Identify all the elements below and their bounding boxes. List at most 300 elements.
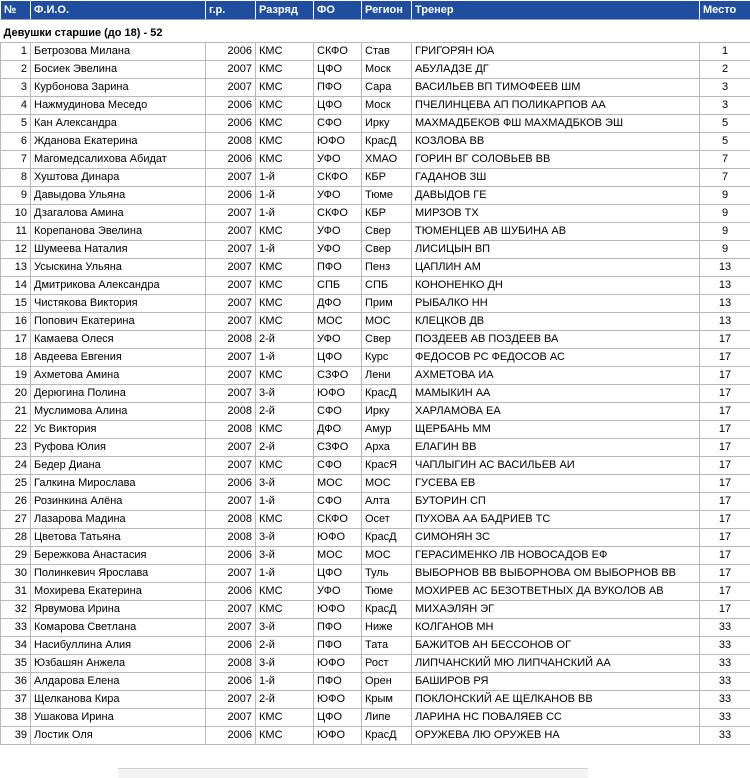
cell-coach: ЛИПЧАНСКИЙ МЮ ЛИПЧАНСКИЙ АА [412, 655, 700, 673]
cell-coach: АБУЛАДЗЕ ДГ [412, 61, 700, 79]
cell-rank: 2-й [256, 331, 314, 349]
cell-year: 2007 [206, 457, 256, 475]
table-row[interactable] [1, 331, 750, 349]
cell-coach: ДАВЫДОВ ГЕ [412, 187, 700, 205]
table-row[interactable] [1, 421, 750, 439]
cell-place: 17 [700, 331, 750, 349]
cell-rank: КМС [256, 61, 314, 79]
cell-fo: ЮФО [314, 727, 362, 745]
cell-num: 20 [1, 385, 31, 403]
cell-place: 1 [700, 43, 750, 61]
cell-rank: 1-й [256, 205, 314, 223]
cell-num: 38 [1, 709, 31, 727]
cell-region: Тюме [362, 583, 412, 601]
cell-coach: БАШИРОВ РЯ [412, 673, 700, 691]
table-row[interactable] [1, 547, 750, 565]
cell-coach: МАМЫКИН АА [412, 385, 700, 403]
table-row[interactable] [1, 61, 750, 79]
cell-region: Орен [362, 673, 412, 691]
cell-year: 2006 [206, 673, 256, 691]
cell-region: Ниже [362, 619, 412, 637]
cell-fo: ПФО [314, 673, 362, 691]
col-header-rank[interactable]: Разряд [256, 1, 314, 20]
cell-year: 2008 [206, 655, 256, 673]
cell-coach: ГОРИН ВГ СОЛОВЬЕВ ВВ [412, 151, 700, 169]
cell-num: 23 [1, 439, 31, 457]
cell-region: Ирку [362, 115, 412, 133]
cell-place: 33 [700, 673, 750, 691]
cell-fo: ЮФО [314, 655, 362, 673]
cell-num: 37 [1, 691, 31, 709]
cell-coach: КОНОНЕНКО ДН [412, 277, 700, 295]
col-header-fo[interactable]: ФО [314, 1, 362, 20]
cell-coach: ЕЛАГИН ВВ [412, 439, 700, 457]
cell-region: Туль [362, 565, 412, 583]
cell-num: 22 [1, 421, 31, 439]
cell-year: 2007 [206, 61, 256, 79]
table-row[interactable] [1, 223, 750, 241]
cell-coach: МОХИРЕВ АС БЕЗОТВЕТНЫХ ДА ВУКОЛОВ АВ [412, 583, 700, 601]
cell-region: Моск [362, 97, 412, 115]
cell-name: Ус Виктория [31, 421, 206, 439]
cell-coach: ПОКЛОНСКИЙ АЕ ЩЕЛКАНОВ ВВ [412, 691, 700, 709]
cell-rank: 1-й [256, 493, 314, 511]
table-row[interactable] [1, 205, 750, 223]
cell-num: 12 [1, 241, 31, 259]
table-row[interactable] [1, 367, 750, 385]
table-row[interactable] [1, 601, 750, 619]
cell-fo: МОС [314, 313, 362, 331]
cell-coach: ЩЕРБАНЬ ММ [412, 421, 700, 439]
cell-num: 3 [1, 79, 31, 97]
table-row[interactable] [1, 241, 750, 259]
cell-fo: СКФО [314, 511, 362, 529]
cell-year: 2007 [206, 313, 256, 331]
cell-region: КрасД [362, 727, 412, 745]
cell-num: 4 [1, 97, 31, 115]
table-row[interactable] [1, 133, 750, 151]
cell-num: 16 [1, 313, 31, 331]
cell-fo: ЮФО [314, 133, 362, 151]
cell-rank: 1-й [256, 673, 314, 691]
col-header-name[interactable]: Ф.И.О. [31, 1, 206, 20]
cell-fo: СКФО [314, 169, 362, 187]
cell-fo: СФО [314, 457, 362, 475]
cell-place: 13 [700, 259, 750, 277]
cell-coach: ЛИСИЦЫН ВП [412, 241, 700, 259]
cell-year: 2008 [206, 529, 256, 547]
cell-fo: ПФО [314, 637, 362, 655]
cell-num: 15 [1, 295, 31, 313]
cell-region: Алта [362, 493, 412, 511]
table-row[interactable] [1, 439, 750, 457]
cell-name: Шумеева Наталия [31, 241, 206, 259]
cell-fo: УФО [314, 331, 362, 349]
cell-place: 17 [700, 511, 750, 529]
cell-region: КрасЯ [362, 457, 412, 475]
cell-name: Корепанова Эвелина [31, 223, 206, 241]
cell-region: КрасД [362, 133, 412, 151]
cell-num: 32 [1, 601, 31, 619]
cell-place: 33 [700, 727, 750, 745]
cell-coach: РЫБАЛКО НН [412, 295, 700, 313]
cell-place: 17 [700, 385, 750, 403]
cell-name: Хуштова Динара [31, 169, 206, 187]
cell-place: 13 [700, 295, 750, 313]
col-header-place[interactable]: Место [700, 1, 750, 20]
cell-name: Дерюгина Полина [31, 385, 206, 403]
cell-place: 9 [700, 241, 750, 259]
cell-num: 29 [1, 547, 31, 565]
cell-coach: ФЕДОСОВ РС ФЕДОСОВ АС [412, 349, 700, 367]
cell-region: Крым [362, 691, 412, 709]
cell-rank: КМС [256, 583, 314, 601]
cell-num: 19 [1, 367, 31, 385]
cell-coach: КЛЕЦКОВ ДВ [412, 313, 700, 331]
cell-year: 2007 [206, 241, 256, 259]
table-row[interactable] [1, 493, 750, 511]
cell-num: 35 [1, 655, 31, 673]
cell-rank: КМС [256, 79, 314, 97]
cell-num: 8 [1, 169, 31, 187]
cell-rank: 2-й [256, 439, 314, 457]
cell-name: Полинкевич Ярослава [31, 565, 206, 583]
cell-name: Жданова Екатерина [31, 133, 206, 151]
cell-region: Тюме [362, 187, 412, 205]
table-row[interactable] [1, 655, 750, 673]
cell-name: Бедер Диана [31, 457, 206, 475]
cell-num: 13 [1, 259, 31, 277]
cell-year: 2006 [206, 115, 256, 133]
cell-fo: СКФО [314, 205, 362, 223]
cell-rank: 3-й [256, 655, 314, 673]
cell-rank: КМС [256, 223, 314, 241]
cell-year: 2007 [206, 565, 256, 583]
cell-rank: 1-й [256, 241, 314, 259]
table-row[interactable] [1, 295, 750, 313]
cell-name: Лазарова Мадина [31, 511, 206, 529]
cell-rank: КМС [256, 295, 314, 313]
cell-num: 30 [1, 565, 31, 583]
cell-fo: СКФО [314, 43, 362, 61]
cell-rank: 3-й [256, 619, 314, 637]
cell-year: 2007 [206, 205, 256, 223]
cell-coach: ХАРЛАМОВА ЕА [412, 403, 700, 421]
table-row[interactable] [1, 619, 750, 637]
cell-coach: МАХМАДБЕКОВ ФШ МАХМАДБКОВ ЭШ [412, 115, 700, 133]
cell-name: Галкина Мирослава [31, 475, 206, 493]
cell-rank: КМС [256, 601, 314, 619]
cell-num: 25 [1, 475, 31, 493]
cell-name: Давыдова Ульяна [31, 187, 206, 205]
table-row[interactable] [1, 565, 750, 583]
cell-coach: БАЖИТОВ АН БЕССОНОВ ОГ [412, 637, 700, 655]
cell-year: 2007 [206, 79, 256, 97]
cell-coach: КОЗЛОВА ВВ [412, 133, 700, 151]
table-row[interactable] [1, 151, 750, 169]
cell-name: Муслимова Алина [31, 403, 206, 421]
cell-coach: ТЮМЕНЦЕВ АВ ШУБИНА АВ [412, 223, 700, 241]
cell-fo: УФО [314, 223, 362, 241]
cell-place: 5 [700, 115, 750, 133]
cell-fo: ПФО [314, 79, 362, 97]
cell-rank: КМС [256, 151, 314, 169]
cell-fo: ЮФО [314, 385, 362, 403]
cell-year: 2008 [206, 403, 256, 421]
cell-fo: УФО [314, 151, 362, 169]
cell-region: Свер [362, 241, 412, 259]
cell-fo: ЦФО [314, 97, 362, 115]
cell-year: 2006 [206, 187, 256, 205]
table-row[interactable] [1, 727, 750, 745]
cell-fo: МОС [314, 547, 362, 565]
cell-rank: 3-й [256, 529, 314, 547]
cell-place: 17 [700, 493, 750, 511]
cell-name: Лостик Оля [31, 727, 206, 745]
cell-coach: ПУХОВА АА БАДРИЕВ ТС [412, 511, 700, 529]
cell-name: Усыскина Ульяна [31, 259, 206, 277]
cell-year: 2007 [206, 259, 256, 277]
cell-rank: КМС [256, 259, 314, 277]
table-row[interactable] [1, 349, 750, 367]
cell-coach: МИХАЭЛЯН ЭГ [412, 601, 700, 619]
table-row[interactable] [1, 691, 750, 709]
cell-coach: БУТОРИН СП [412, 493, 700, 511]
cell-num: 14 [1, 277, 31, 295]
cell-coach: МИРЗОВ ТХ [412, 205, 700, 223]
cell-rank: 3-й [256, 475, 314, 493]
cell-year: 2007 [206, 169, 256, 187]
group-header-row [1, 20, 750, 43]
cell-place: 17 [700, 583, 750, 601]
cell-num: 10 [1, 205, 31, 223]
cell-num: 27 [1, 511, 31, 529]
group-title: Девушки старшие (до 18) - 52 [1, 20, 750, 43]
cell-rank: КМС [256, 277, 314, 295]
cell-name: Комарова Светлана [31, 619, 206, 637]
cell-year: 2008 [206, 421, 256, 439]
table-row[interactable] [1, 403, 750, 421]
cell-coach: СИМОНЯН ЗС [412, 529, 700, 547]
cell-name: Попович Екатерина [31, 313, 206, 331]
cell-region: КБР [362, 205, 412, 223]
cell-rank: 2-й [256, 691, 314, 709]
cell-fo: ЮФО [314, 529, 362, 547]
cell-year: 2006 [206, 583, 256, 601]
cell-place: 33 [700, 709, 750, 727]
cell-year: 2008 [206, 133, 256, 151]
cell-region: Свер [362, 331, 412, 349]
cell-fo: УФО [314, 187, 362, 205]
cell-place: 17 [700, 529, 750, 547]
cell-name: Ярвумова Ирина [31, 601, 206, 619]
cell-name: Ушакова Ирина [31, 709, 206, 727]
cell-name: Бережкова Анастасия [31, 547, 206, 565]
cell-region: Тата [362, 637, 412, 655]
table-row[interactable] [1, 709, 750, 727]
cell-rank: 2-й [256, 637, 314, 655]
cell-coach: ГРИГОРЯН ЮА [412, 43, 700, 61]
cell-name: Ахметова Амина [31, 367, 206, 385]
cell-region: Прим [362, 295, 412, 313]
cell-coach: ЛАРИНА НС ПОВАЛЯЕВ СС [412, 709, 700, 727]
cell-rank: КМС [256, 367, 314, 385]
cell-year: 2006 [206, 475, 256, 493]
cell-coach: КОЛГАНОВ МН [412, 619, 700, 637]
cell-name: Кан Александра [31, 115, 206, 133]
table-row[interactable] [1, 169, 750, 187]
cell-name: Руфова Юлия [31, 439, 206, 457]
table-row[interactable] [1, 385, 750, 403]
cell-year: 2006 [206, 97, 256, 115]
cell-num: 9 [1, 187, 31, 205]
cell-name: Босиек Эвелина [31, 61, 206, 79]
cell-region: Рост [362, 655, 412, 673]
cell-name: Авдеева Евгения [31, 349, 206, 367]
cell-num: 39 [1, 727, 31, 745]
cell-region: Став [362, 43, 412, 61]
cell-fo: СФО [314, 115, 362, 133]
cell-fo: УФО [314, 241, 362, 259]
cell-fo: УФО [314, 583, 362, 601]
cell-region: МОС [362, 313, 412, 331]
cell-fo: ЮФО [314, 691, 362, 709]
table-row[interactable] [1, 97, 750, 115]
table-row[interactable] [1, 259, 750, 277]
cell-year: 2006 [206, 727, 256, 745]
header-row [1, 1, 750, 20]
cell-region: Курс [362, 349, 412, 367]
table-row[interactable] [1, 457, 750, 475]
cell-year: 2008 [206, 331, 256, 349]
cell-num: 5 [1, 115, 31, 133]
cell-num: 2 [1, 61, 31, 79]
cell-fo: ЦФО [314, 61, 362, 79]
cell-fo: СПБ [314, 277, 362, 295]
table-row[interactable] [1, 475, 750, 493]
cell-coach: ВАСИЛЬЕВ ВП ТИМОФЕЕВ ШМ [412, 79, 700, 97]
cell-year: 2007 [206, 493, 256, 511]
cell-place: 17 [700, 547, 750, 565]
col-header-year[interactable]: г.р. [206, 1, 256, 20]
cell-num: 36 [1, 673, 31, 691]
cell-fo: СЗФО [314, 367, 362, 385]
cell-name: Юзбашян Анжела [31, 655, 206, 673]
table-row[interactable] [1, 637, 750, 655]
col-header-region[interactable]: Регион [362, 1, 412, 20]
cell-place: 17 [700, 403, 750, 421]
cell-num: 34 [1, 637, 31, 655]
cell-place: 33 [700, 691, 750, 709]
cell-rank: 3-й [256, 547, 314, 565]
cell-year: 2008 [206, 511, 256, 529]
cell-name: Мохирева Екатерина [31, 583, 206, 601]
cell-place: 17 [700, 565, 750, 583]
col-header-coach[interactable]: Тренер [412, 1, 700, 20]
cell-place: 17 [700, 457, 750, 475]
cell-coach: ПЧЕЛИНЦЕВА АП ПОЛИКАРПОВ АА [412, 97, 700, 115]
cell-year: 2007 [206, 691, 256, 709]
cell-place: 2 [700, 61, 750, 79]
cell-rank: КМС [256, 457, 314, 475]
cell-year: 2006 [206, 547, 256, 565]
cell-coach: ЧАПЛЫГИН АС ВАСИЛЬЕВ АИ [412, 457, 700, 475]
table-row[interactable] [1, 187, 750, 205]
cell-coach: АХМЕТОВА ИА [412, 367, 700, 385]
cell-num: 1 [1, 43, 31, 61]
cell-fo: ДФО [314, 295, 362, 313]
cell-year: 2007 [206, 619, 256, 637]
cell-coach: ВЫБОРНОВ ВВ ВЫБОРНОВА ОМ ВЫБОРНОВ ВВ [412, 565, 700, 583]
cell-region: КрасД [362, 529, 412, 547]
cell-num: 11 [1, 223, 31, 241]
cell-year: 2006 [206, 637, 256, 655]
cell-year: 2007 [206, 223, 256, 241]
cell-coach: ОРУЖЕВА ЛЮ ОРУЖЕВ НА [412, 727, 700, 745]
cell-num: 21 [1, 403, 31, 421]
cell-rank: 1-й [256, 565, 314, 583]
cell-place: 13 [700, 277, 750, 295]
table-row[interactable] [1, 115, 750, 133]
cell-region: Арха [362, 439, 412, 457]
cell-rank: КМС [256, 133, 314, 151]
cell-year: 2007 [206, 295, 256, 313]
cell-region: Амур [362, 421, 412, 439]
cell-region: СПБ [362, 277, 412, 295]
cell-rank: КМС [256, 709, 314, 727]
cell-region: КрасД [362, 385, 412, 403]
cell-region: КБР [362, 169, 412, 187]
cell-region: Моск [362, 61, 412, 79]
cell-rank: 2-й [256, 403, 314, 421]
col-header-num[interactable]: № [1, 1, 31, 20]
cell-name: Дзагалова Амина [31, 205, 206, 223]
cell-rank: 1-й [256, 187, 314, 205]
cell-coach: ГУСЕВА ЕВ [412, 475, 700, 493]
cell-place: 17 [700, 349, 750, 367]
table-row[interactable] [1, 79, 750, 97]
cell-place: 13 [700, 313, 750, 331]
cell-num: 33 [1, 619, 31, 637]
cell-name: Щелканова Кира [31, 691, 206, 709]
cell-year: 2007 [206, 709, 256, 727]
cell-rank: КМС [256, 115, 314, 133]
table-row[interactable] [1, 43, 750, 61]
cell-place: 33 [700, 655, 750, 673]
cell-year: 2007 [206, 439, 256, 457]
table-row[interactable] [1, 511, 750, 529]
cell-place: 17 [700, 601, 750, 619]
cell-rank: КМС [256, 727, 314, 745]
table-row[interactable] [1, 313, 750, 331]
cell-name: Магомедсалихова Абидат [31, 151, 206, 169]
cell-fo: ЦФО [314, 349, 362, 367]
cell-place: 17 [700, 475, 750, 493]
table-row[interactable] [1, 583, 750, 601]
cell-region: МОС [362, 475, 412, 493]
cell-place: 9 [700, 205, 750, 223]
cell-region: Лени [362, 367, 412, 385]
table-row[interactable] [1, 673, 750, 691]
cell-num: 26 [1, 493, 31, 511]
table-row[interactable] [1, 529, 750, 547]
cell-fo: ЮФО [314, 601, 362, 619]
cell-place: 17 [700, 421, 750, 439]
cell-year: 2007 [206, 349, 256, 367]
table-row[interactable] [1, 277, 750, 295]
cell-place: 3 [700, 79, 750, 97]
cell-rank: 3-й [256, 385, 314, 403]
